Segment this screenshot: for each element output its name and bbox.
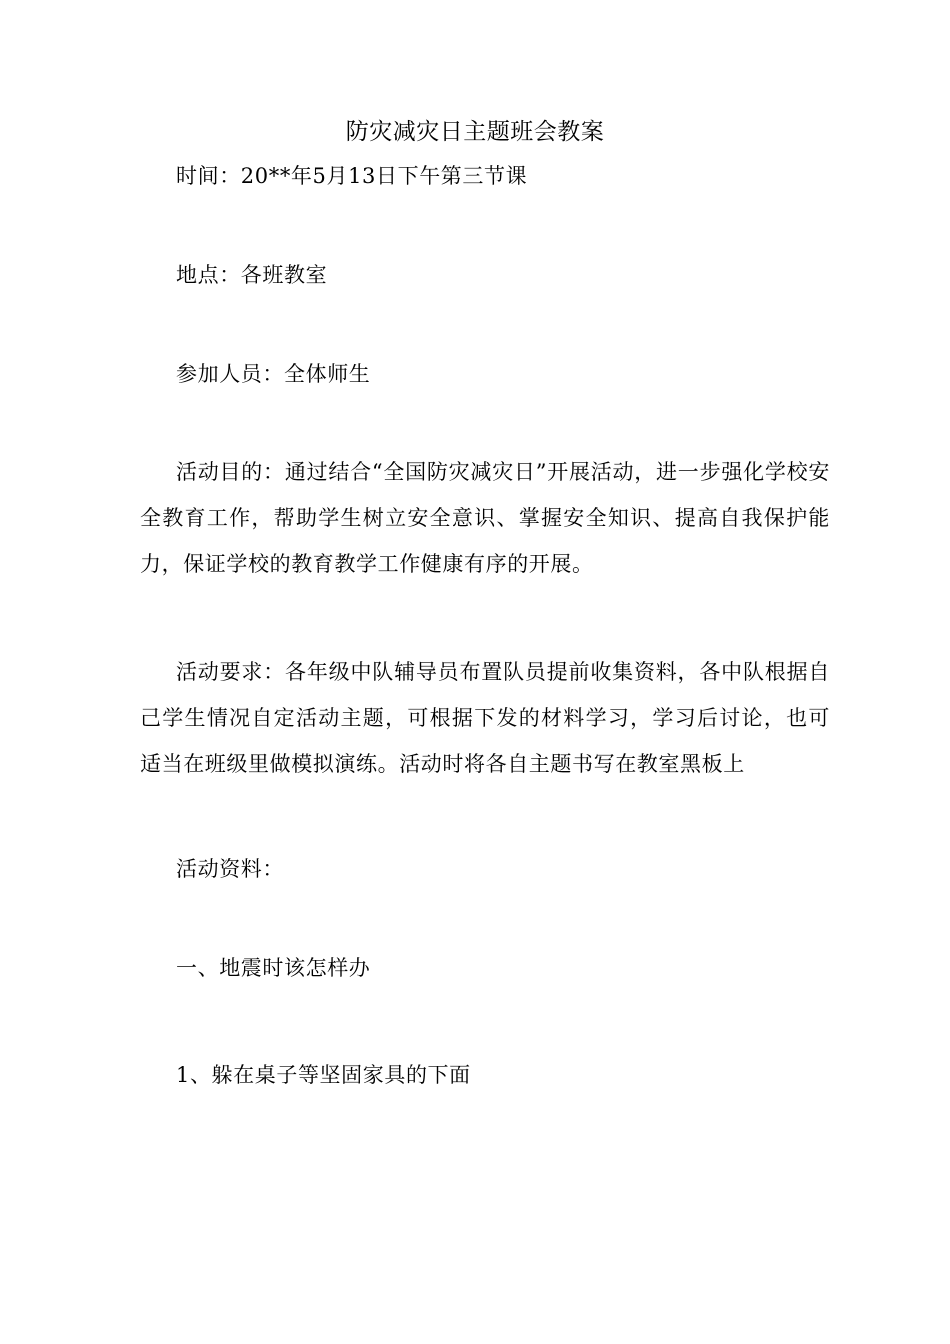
section-one-heading: 一、地震时该怎样办 bbox=[176, 956, 371, 980]
place-line: 地点：各班教室 bbox=[176, 263, 328, 287]
list-item-one: 1、躲在桌子等坚固家具的下面 bbox=[176, 1063, 471, 1087]
purpose-paragraph: 活动目的：通过结合“全国防灾减灾日”开展活动，进一步强化学校安全教育工作，帮助学生树立安全意识、掌握安全知识、提高自我保护能力，保证学校的教育教学工作健康有序的开展。 bbox=[140, 460, 830, 576]
requirements-paragraph: 活动要求：各年级中队辅导员布置队员提前收集资料，各中队根据自己学生情况自定活动主题，可根据下发的材料学习，学习后讨论，也可适当在班级里做模拟演练。活动时将各自主题书写在教室黑板上 bbox=[140, 660, 830, 776]
materials-line: 活动资料： bbox=[176, 857, 284, 881]
time-line: 时间：20**年5月13日下午第三节课 bbox=[176, 164, 528, 188]
document-title: 防灾减灾日主题班会教案 bbox=[345, 119, 605, 145]
participants-line: 参加人员：全体师生 bbox=[176, 362, 371, 386]
